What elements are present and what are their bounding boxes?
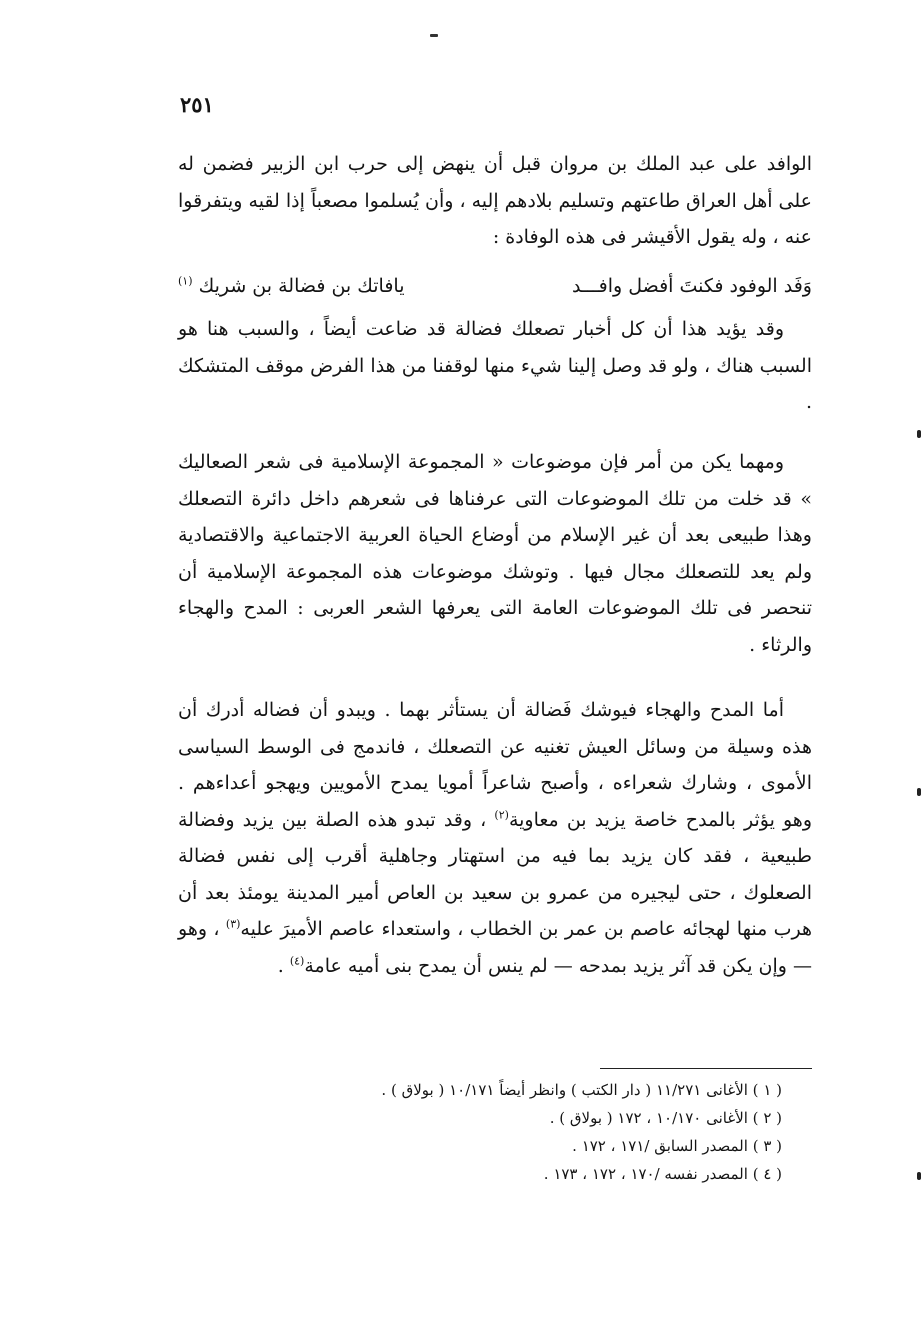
paragraph-text: الوافد على عبد الملك بن مروان قبل أن ينهض إلى حرب ابن الزبير فضمن له على أهل العراق طاعتهم وتسليم بلادهم إليه ، وأن يُسلموا مصعباً إذا لقيه ويتفرقوا عنه ، وله يقول الأقيشر فى هذه الوفادة :	[178, 153, 812, 248]
scan-edge-mark	[917, 788, 921, 796]
footnote-1: ( ١ ) الأغانى ١١/٢٧١ ( دار الكتب ) وانظر أيضاً ١٠/١٧١ ( بولاق ) .	[381, 1081, 782, 1099]
paragraph-text	[178, 692, 812, 984]
footnote-3: ( ٣ ) المصدر السابق /١٧١ ، ١٧٢ .	[572, 1137, 782, 1155]
scan-edge-mark	[917, 1172, 921, 1180]
page-top-mark	[430, 34, 438, 37]
paragraph-1	[178, 146, 812, 256]
footnote-ref-1: (١)	[178, 274, 193, 288]
footnote-2: ( ٢ ) الأغانى ١٠/١٧٠ ، ١٧٢ ( بولاق ) .	[549, 1109, 782, 1127]
verse-first-hemistich: وَفَد الوفود فكنتَ أفضل وافـــد	[571, 275, 812, 297]
paragraph-2	[178, 311, 812, 421]
verse-second-hemistich	[178, 268, 405, 304]
footnote-ref-4: (٤)	[289, 954, 305, 968]
paragraph-text: ومهما يكن من أمر فإن موضوعات « المجموعة الإسلامية فى شعر الصعاليك » قد خلت من تلك الموضوعات التى عرفناها فى شعرهم داخل دائرة التصعلك وهذا طبيعى بعد أن غير الإسلام من أوضاع الحياة العربية الاجتماعية والاقتصادية ولم يعد للتصعلك مجال فيها . وتوشك موضوعات هذه المجموعة الإسلامية أن تنحصر فى تلك الموضوعات العامة التى يعرفها الشعر العربى : المدح والهجاء والرثاء .	[178, 451, 812, 656]
footnote-ref-2: (٢)	[494, 808, 509, 822]
footnote-4: ( ٤ ) المصدر نفسه /١٧٠ ، ١٧٢ ، ١٧٣ .	[543, 1165, 782, 1183]
paragraph-4	[178, 692, 812, 984]
footnote-ref-3: (٣)	[225, 917, 241, 931]
verse-line	[178, 268, 812, 304]
paragraph-3	[178, 444, 812, 663]
verse-second-hemistich-text: يافاتك بن فضالة بن شريك	[198, 275, 405, 297]
paragraph-text: وقد يؤيد هذا أن كل أخبار تصعلك فضالة قد ضاعت أيضاً ، والسبب هنا هو السبب هناك ، ولو قد وصل إلينا شيء منها لوقفنا من هذا الفرض موقف المتشكك .	[178, 318, 812, 413]
paragraph-4-part-2: ، وقد تبدو هذه الصلة بين يزيد وفضالة طبيعية ، فقد كان يزيد بما فيه من استهتار وجاهلية أقرب إلى نفس فضالة الصعلوك ، حتى ليجيره من عمرو بن سعيد بن العاص أمير المدينة يومئذ بعد أن هرب منها لهجائه عاصم بن عمر بن الخطاب ، واستعداء عاصم الأميرَ عليه	[178, 808, 813, 940]
scan-edge-mark	[917, 430, 921, 438]
footnotes	[210, 1076, 782, 1188]
page-number: ٢٥١	[180, 92, 214, 117]
paragraph-4-part-4: .	[277, 954, 284, 977]
paragraph-4-part-3: ، وهو — وإن يكن قد آثر يزيد بمدحه — لم ينس أن يمدح بنى أميه عامة	[178, 918, 812, 977]
footnote-separator-rule	[600, 1068, 812, 1069]
paragraph-4-part-1: أما المدح والهجاء فيوشك فَضالة أن يستأثر بهما . ويبدو أن فضاله أدرك أن هذه وسيلة من وسائل العيش تغنيه عن التصعلك ، فاندمج فى الوسط السياسى الأموى ، وشارك شعراءه ، وأصبح شاعراً أمويا يمدح الأمويين ويهجو أعداءهم . وهو يؤثر بالمدح خاصة يزيد بن معاوية	[178, 699, 812, 831]
